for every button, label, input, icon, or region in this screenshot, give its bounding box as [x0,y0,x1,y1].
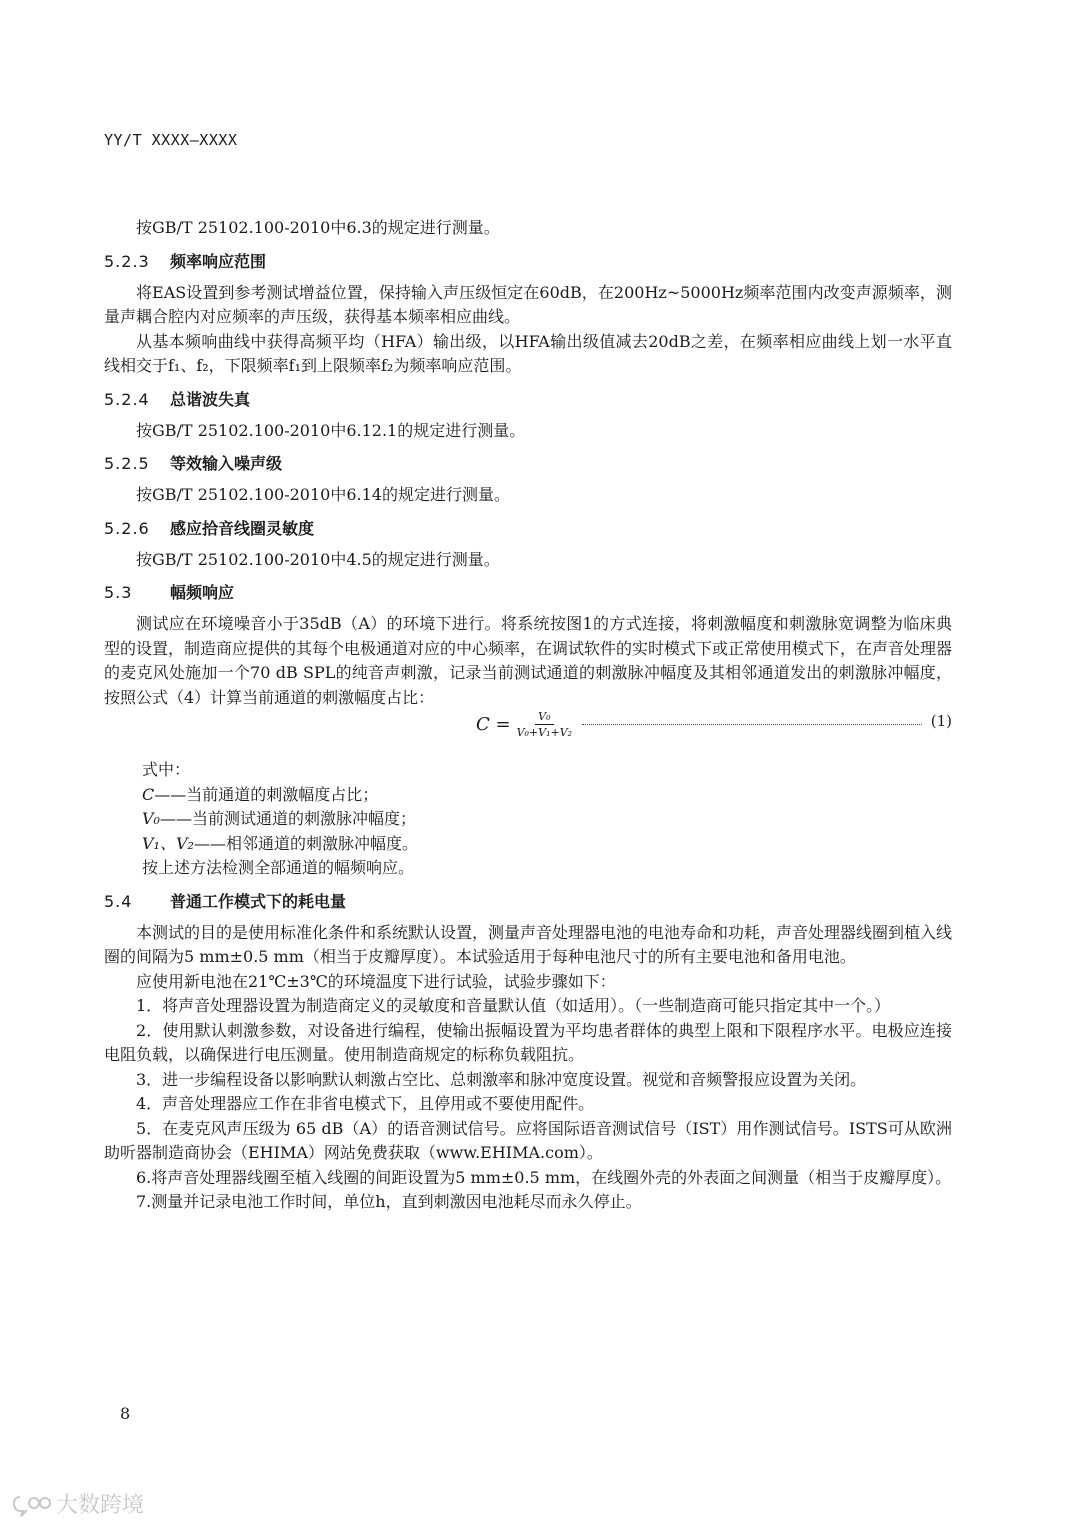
formula-lhs: C = [476,714,511,735]
page-number: 8 [120,1404,131,1423]
definition-text: ——相邻通道的刺激脉冲幅度。 [193,833,418,853]
where-label: 式中： [142,760,191,779]
paragraph: 应使用新电池在21℃±3℃的环境温度下进行试验，试验步骤如下： [136,971,616,991]
definition-item [104,783,952,808]
watermark-text: 大数跨境 [56,1493,145,1518]
variable-symbol: V₀ [142,809,160,828]
formula-1 [104,710,952,752]
section-title: 总谐波失真 [170,389,251,409]
paragraph: 按GB/T 25102.100-2010中6.14的规定进行测量。 [136,485,510,504]
standard-code: YY/T XXXX—XXXX [104,131,238,149]
section-title: 普通工作模式下的耗电量 [170,891,347,911]
paragraph: 测试应在环境噪音小于35dB（A）的环境下进行。将系统按图1的方式连接，将刺激幅度和刺激脉宽调整为临床典型的设置，制造商应提供的其每个电极通道对应的中心频率，在调试软件的实时模式下或正常使用模式下，在声音处理器的麦克风处施加一个70 dB SPL的纯音声刺激，记录当前测试通道的刺激脉冲幅度及其相邻通道发出的刺激脉冲幅度，按照公式（4）计算当前通道的刺激幅度占比： [104,614,953,707]
variable-symbol: C [142,784,155,804]
section-number: 5.2.3 [104,251,150,271]
section-title: 幅频响应 [170,583,235,602]
formula-fraction [517,710,573,739]
step-item: 1．将声音处理器设置为制造商定义的灵敏度和音量默认值（如适用）。（一些制造商可能只指定其中一个。） [136,996,891,1015]
step-item: 3．进一步编程设备以影响默认刺激占空比、总刺激率和脉冲宽度设置。视觉和音频警报应设置为关闭。 [136,1069,867,1089]
page-content [104,216,952,1215]
section-number: 5.3 [104,583,133,602]
equation-number: (1) [930,712,952,730]
section-5-2-3-heading [104,250,952,274]
definition-text: ——当前测试通道的刺激脉冲幅度； [159,809,416,828]
watermark [12,1488,144,1519]
variable-symbol: V₁、V₂ [142,833,194,853]
section-5-2-4-heading [104,388,952,412]
paragraph: 本测试的目的是使用标准化条件和系统默认设置，测量声音处理器电池的电池寿命和功耗，声音处理器线圈到植入线圈的间隔为5 mm±0.5 mm（相当于皮瓣厚度）。本试验适用于每种电池尺寸的所有主要电池和备用电池。 [104,922,953,966]
step-item: 2．使用默认刺激参数，对设备进行编程，使输出振幅设置为平均患者群体的典型上限和下限程序水平。电极应连接电阻负载，以确保进行电压测量。使用制造商规定的标称负载阻抗。 [104,1020,952,1064]
section-number: 5.2.6 [104,518,150,538]
definition-text: ——当前通道的刺激幅度占比； [154,784,379,804]
paragraph: 按上述方法检测全部通道的幅频响应。 [142,858,415,877]
formula-numerator: V₀ [535,710,553,725]
logo-icon [12,1491,52,1517]
step-item: 5．在麦克风声压级为 65 dB（A）的语音测试信号。应将国际语音测试信号（IST）用作测试信号。ISTS可从欧洲助听器制造商协会（EHIMA）网站免费获取（www.EHIMA.com）。 [104,1118,952,1162]
section-5-2-6-heading [104,517,952,541]
section-number: 5.2.5 [104,454,150,473]
intro-paragraph: 按GB/T 25102.100-2010中6.3的规定进行测量。 [136,218,500,237]
formula-expression [476,710,572,739]
section-title: 感应拾音线圈灵敏度 [170,518,315,538]
section-number: 5.4 [104,891,133,911]
section-5-4-heading [104,890,952,914]
definition-item [104,807,952,832]
formula-denominator: V₀+V₁+V₂ [516,726,573,739]
section-title: 频率响应范围 [170,251,267,271]
step-item: 4．声音处理器应工作在非省电模式下，且停用或不要使用配件。 [136,1094,595,1113]
step-item: 6.将声音处理器线圈至植入线圈的间距设置为5 mm±0.5 mm，在线圈外壳的外表面之间测量（相当于皮瓣厚度）。 [136,1167,952,1187]
section-5-3-heading [104,581,952,605]
section-number: 5.2.4 [104,389,150,409]
step-item: 7.测量并记录电池工作时间，单位h，直到刺激因电池耗尽而永久停止。 [136,1192,642,1211]
paragraph: 按GB/T 25102.100-2010中6.12.1的规定进行测量。 [136,420,526,440]
paragraph: 将EAS设置到参考测试增益位置，保持输入声压级恒定在60dB，在200Hz~5000Hz频率范围内改变声源频率，测量声耦合腔内对应频率的声压级，获得基本频率相应曲线。 [104,282,952,326]
paragraph: 从基本频响曲线中获得高频平均（HFA）输出级，以HFA输出级值减去20dB之差，在频率相应曲线上划一水平直线相交于f₁、f₂，下限频率f₁到上限频率f₂为频率响应范围。 [104,331,952,375]
section-title: 等效输入噪声级 [170,454,283,473]
definition-item [104,832,952,857]
leader-dots [582,714,922,725]
section-5-2-5-heading [104,452,952,476]
paragraph: 按GB/T 25102.100-2010中4.5的规定进行测量。 [136,549,500,569]
